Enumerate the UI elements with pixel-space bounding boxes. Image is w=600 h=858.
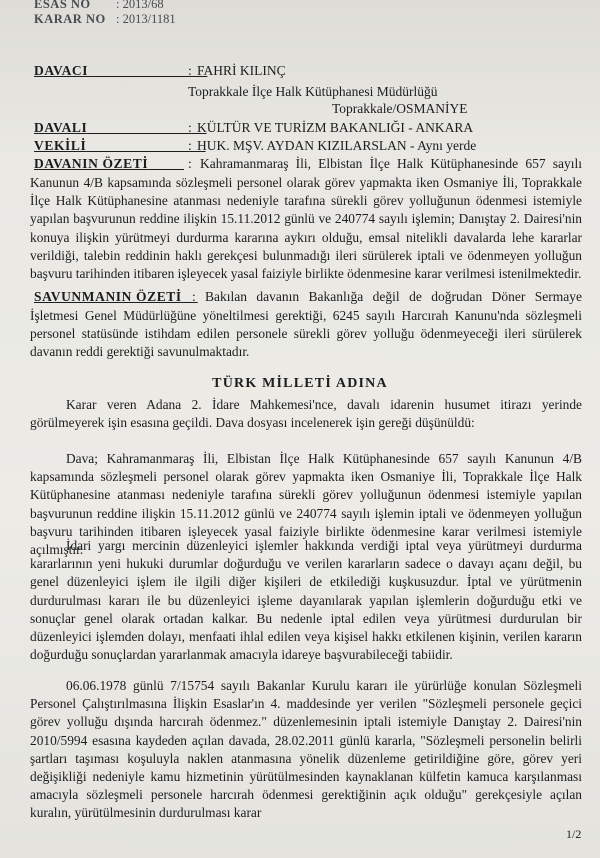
page-number: 1/2 [566,827,582,841]
davaci-name: FAHRİ KILINÇ [197,63,286,78]
davaci-address-line2: Toprakkale/OSMANİYE [332,101,468,116]
paragraph-3: İdari yargı mercinin düzenleyici işlemler hakkında verdiği iptal veya yürütmeyi durdurma kararlarının yeni hukuki durumlar doğurduğu ve verilen kararların sadece o davayı açanı değil, bu genel düzenleyici işlem ile ilgili diğer kişileri de etkilediği kuşkusuzdur. İptal ve yürütmenin durdurulması kararı ile bu düzenleyici işleme dayanılarak yapılan işlemlerin doğurduğu etki ve sonuçlar genel olarak ortadan kalkar. Bu nedenle iptal edilen veya yürütmesi durdurulan bir düzenleyici işlemden dolayı, menfaati ihlal edilen veya kişisel hakkı etkilenen kişinin, verilen kararın doğurduğu sonuçlardan yararlanmak amacıyla idareye başvurabileceği tabiidir. [30,538,582,663]
vekili-value: HUK. MŞV. AYDAN KIZILARSLAN - Aynı yerde [197,138,477,153]
davaci-label: DAVACI [34,63,89,78]
davanin-ozeti-text: Kanunun 4/B kapsamında sözleşmeli personel olarak görev yapmakta iken Osmaniye İli, Toprakkale İlçe Halk Kütüphanesine atanması nedeniyle tarafına sürekli görev yolluğunun ödenmesi istemiyle yapılan başvurunun reddine ilişkin 15.11.2012 günlü ve 240774 sayılı işlemin; Danıştay 2. Dairesi'nin konuya ilişkin yürütmeyi durdurma kararına aykırı olduğu, emsal nitelikli davalarda lehe kararlar verildiği, talebin reddinin haklı gerekçesi bulunmadığı ileri sürülerek iptali ve ödenmeyen yolluğun başvuru tarihinden itibaren işleyecek yasal faiziyle birlikte ödenmesine karar verilmesi istenilmektedir. [30,175,582,282]
esas-no-label: ESAS NO [34,0,91,11]
paragraph-2: Dava; Kahramanmaraş İli, Elbistan İlçe Halk Kütüphanesinde 657 sayılı Kanunun 4/B kapsamında sözleşmeli personel olarak görev yapmakta iken Osmaniye İli, Toprakkale İlçe Halk Kütüphanesine atanması nedeniyle tarafına sürekli görev yolluğunun ödenmesi istemiyle yapılan başvurunun reddine ilişkin 15.11.2012 günlü ve 240774 sayılı işlemin iptali ve ödenmeyen yolluğun başvuru tarihinden itibaren işleyecek yasal faiziyle birlikte ödenmesine karar verilmesi istemiyle açılmıştır. [30,451,582,558]
davali-sep: : [188,120,192,135]
davanin-ozeti-label: DAVANIN ÖZETİ [34,156,149,171]
paragraph-1: Karar veren Adana 2. İdare Mahkemesi'nce, davalı idarenin husumet itirazı yerinde görülmeyerek işin esasına geçildi. Dava dosyası incelenerek işin gereği düşünüldü: [30,397,582,431]
decision-title: TÜRK MİLLETİ ADINA [212,376,388,391]
davanin-ozeti-first-line: Kahramanmaraş İli, Elbistan İlçe Halk Kütüphanesinde 657 sayılı [200,156,582,171]
savunmanin-ozeti-label: SAVUNMANIN ÖZETİ [34,289,182,304]
savunmanin-ozeti-text: İşletmesi Genel Müdürlüğüne yöneltilmesi gerektiği, 6245 sayılı Harcırah Kanunu'nda sözleşmeli personel statüsünde istihdam edilen personele sürekli görev yolluğu ödenmeyeceği ileri sürülerek davanın reddi gerektiği savunulmaktadır. [30,308,582,360]
esas-no-value: : 2013/68 [116,0,164,11]
davaci-sep: : [188,63,192,78]
davali-value: KÜLTÜR VE TURİZM BAKANLIĞI - ANKARA [197,120,474,135]
karar-no-label: KARAR NO [34,12,106,26]
vekili-sep: : [188,138,192,153]
savunmanin-ozeti-first-line: Bakılan davanın Bakanlığa değil de doğrudan Döner Sermaye [205,289,582,304]
paragraph-4: 06.06.1978 günlü 7/15754 sayılı Bakanlar Kurulu kararı ile yürürlüğe konulan Sözleşmeli Personel Çalıştırılmasına İlişkin Esaslar'ın 4. maddesinde yer verilen "Sözleşmeli personele geçici görev yolluğu dışında harcırah ödenmez." düzenlemesinin iptali istemiyle Danıştay 2. Dairesi'nin 2010/5994 esasına kaydeden açılan davada, 28.02.2011 günlü kararla, "Sözleşmeli personelin belirli şartları taşıması koşuluyla naklen atanmasına yönelik düzenleme getirildiğine göre, görev yeri değişikliği nedeniyle kamu hizmetinin yürütülmesinden kaynaklanan külfetin kamuca karşılanması amacıyla sözleşmeli personele harcırah ödenmesi gerektiğinin açık olduğu" gerekçesiyle açılan kuralın, yürütülmesinin durdurulması karar [30,678,582,821]
davaci-address-line1: Toprakkale İlçe Halk Kütüphanesi Müdürlüğü [188,84,438,99]
davali-label: DAVALI [34,120,88,135]
vekili-label: VEKİLİ [34,138,87,153]
savunmanin-ozeti-sep: : [192,289,196,304]
davanin-ozeti-sep: : [188,156,192,171]
karar-no-value: : 2013/1181 [116,12,176,26]
